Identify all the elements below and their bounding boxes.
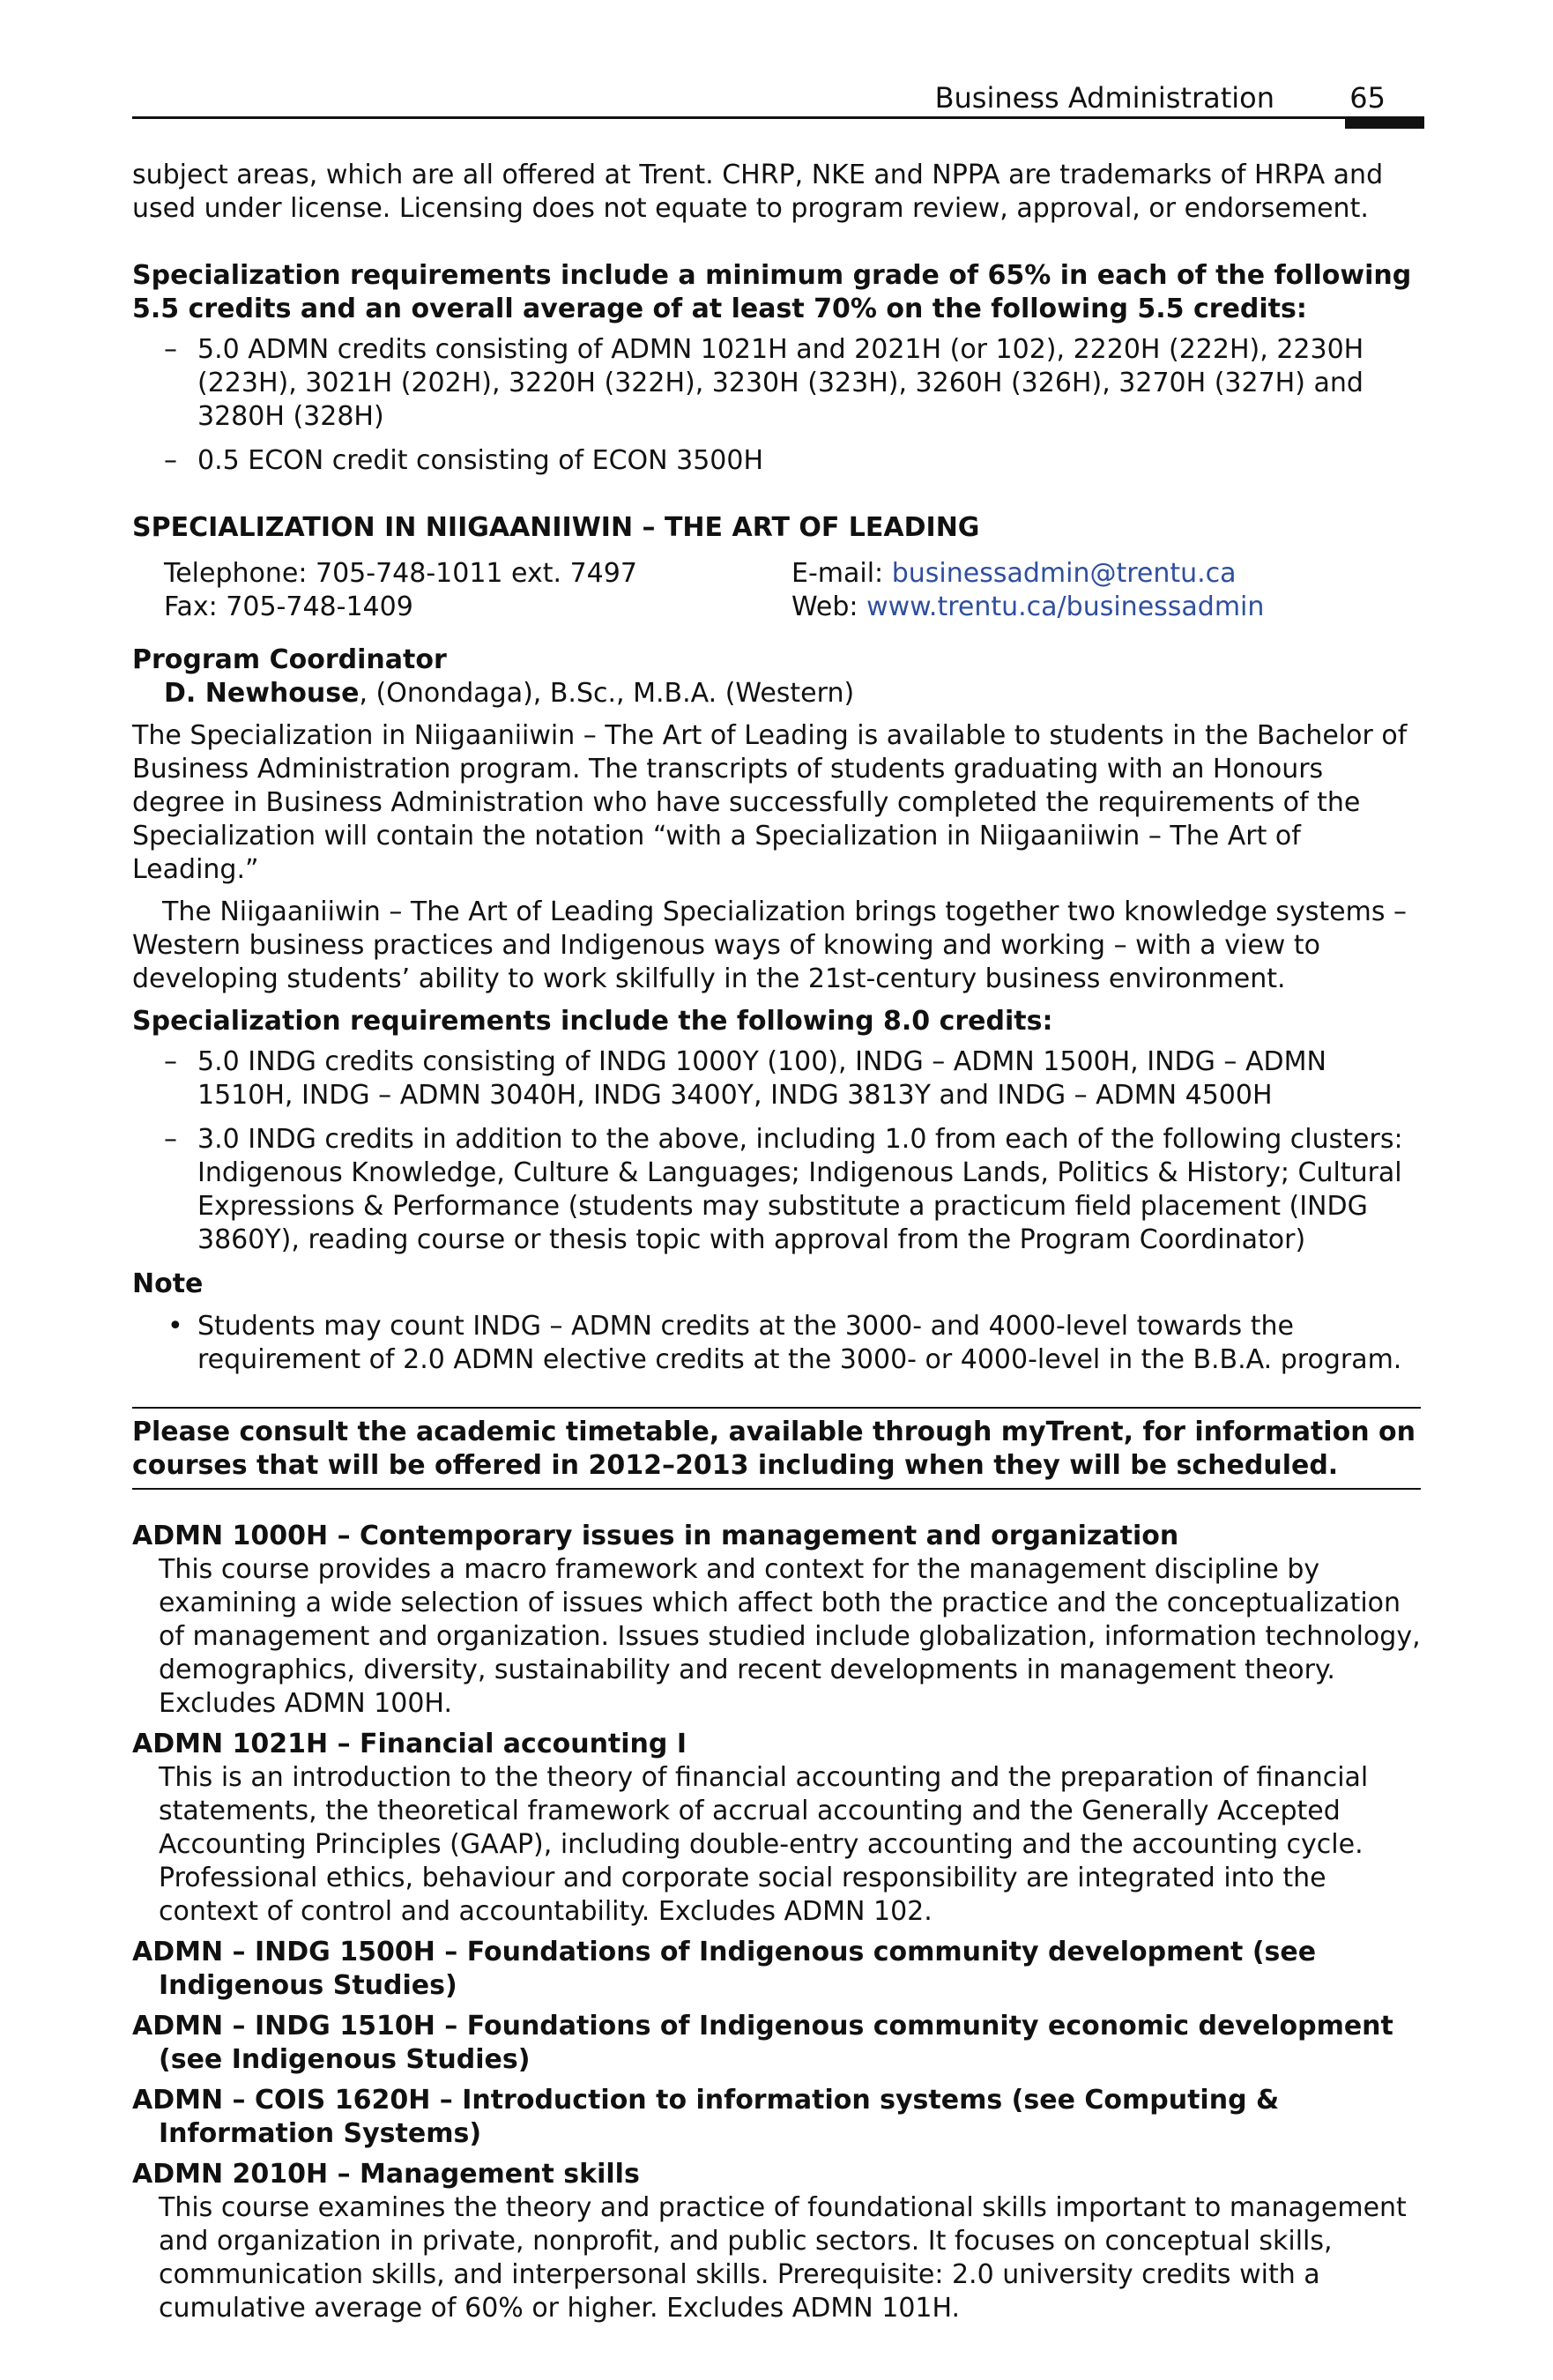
- email-row: [791, 557, 1419, 591]
- course-title: ADMN 1000H – Contemporary issues in management and organization: [132, 1521, 1179, 1551]
- course-title: ADMN – INDG 1500H – Foundations of Indigenous community development (see Indigenous Studies): [132, 1937, 1317, 2001]
- course-title: ADMN 1021H – Financial accounting I: [132, 1729, 687, 1759]
- spec2-req-heading: Specialization requirements include the following 8.0 credits:: [132, 1006, 1053, 1037]
- course-entry: [132, 1728, 1421, 1929]
- running-header: [132, 78, 1421, 119]
- web-link[interactable]: www.trentu.ca/businessadmin: [866, 591, 1265, 622]
- timetable-notice: Please consult the academic timetable, available through myTrent, for information on courses that will be offered in 2012–2013 including when they will be scheduled.: [132, 1407, 1421, 1490]
- section-title: Business Administration: [934, 81, 1274, 115]
- course-title: ADMN 2010H – Management skills: [132, 2159, 640, 2190]
- email-label: E-mail:: [791, 558, 892, 589]
- web-row: [791, 591, 1419, 624]
- course-description: This course examines the theory and practice of foundational skills important to management and organization in private, nonprofit, and public sectors. It focuses on conceptual skills, communication skills, and interpersonal skills. Prerequisite: 2.0 university credits with a cumulative average of 60% or higher. Excludes ADMN 101H.: [159, 2192, 1407, 2324]
- course-title: ADMN – COIS 1620H – Introduction to information systems (see Computing & Information Systems): [132, 2085, 1280, 2149]
- course-title: ADMN – INDG 1510H – Foundations of Indigenous community economic development (see Indigenous Studies): [132, 2011, 1393, 2075]
- course-list: [132, 1520, 1421, 2325]
- course-entry: [132, 2010, 1421, 2077]
- spec2-list: [132, 1045, 1421, 1257]
- spec2-heading: SPECIALIZATION IN NIIGAANIIWIN – THE ART OF LEADING: [132, 512, 980, 543]
- contact-phone-fax: [164, 557, 791, 624]
- page-content: [132, 159, 1421, 2325]
- spec1-list: [132, 333, 1421, 478]
- course-description: This course provides a macro framework and context for the management discipline by examining a wide selection of issues which affect both the practice and the conceptualization of management and organization. Issues studied include globalization, information technology, demographics, diversity, sustainability and recent developments in management theory. Excludes ADMN 100H.: [159, 1554, 1421, 1719]
- list-item: – 0.5 ECON credit consisting of ECON 3500H: [132, 444, 1421, 478]
- course-entry: [132, 2084, 1421, 2151]
- telephone: Telephone: 705-748-1011 ext. 7497: [164, 558, 637, 589]
- contact-online: [791, 557, 1419, 624]
- fax: Fax: 705-748-1409: [164, 591, 413, 622]
- note-list: [132, 1310, 1421, 1377]
- list-item: • Students may count INDG – ADMN credits at the 3000- and 4000-level towards the requirement of 2.0 ADMN elective credits at the 3000- or 4000-level in the B.B.A. program.: [132, 1310, 1421, 1377]
- intro-paragraph: subject areas, which are all offered at Trent. CHRP, NKE and NPPA are trademarks of HRPA and used under license. Licensing does not equate to program review, approval, or endorsement.: [132, 160, 1384, 224]
- course-entry: [132, 1936, 1421, 2003]
- list-item: – 5.0 INDG credits consisting of INDG 1000Y (100), INDG – ADMN 1500H, INDG – ADMN 1510H, INDG – ADMN 3040H, INDG 3400Y, INDG 3813Y and INDG – ADMN 4500H: [132, 1045, 1421, 1112]
- course-description: This is an introduction to the theory of financial accounting and the preparation of financial statements, the theoretical framework of accrual accounting and the Generally Accepted Accounting Principles (GAAP), including double-entry accounting and the accounting cycle. Professional ethics, behaviour and corporate social responsibility are integrated into the context of control and accountability. Excludes ADMN 102.: [159, 1762, 1369, 1927]
- spec1-heading: Specialization requirements include a minimum grade of 65% in each of the following 5.5 credits and an overall average of at least 70% on the following 5.5 credits:: [132, 260, 1412, 324]
- email-link[interactable]: businessadmin@trentu.ca: [891, 558, 1237, 589]
- header-bar: [1345, 116, 1424, 129]
- list-item: – 5.0 ADMN credits consisting of ADMN 1021H and 2021H (or 102), 2220H (222H), 2230H (223H), 3021H (202H), 3220H (322H), 3230H (323H), 3260H (326H), 3270H (327H) and 3280H (328H): [132, 333, 1421, 434]
- course-entry: [132, 2158, 1421, 2325]
- coordinator-line: [132, 677, 1421, 710]
- contact-block: [164, 557, 1421, 624]
- page-number: 65: [1349, 81, 1386, 115]
- coordinator-heading: Program Coordinator: [132, 644, 447, 675]
- spec2-paragraph-1: The Specialization in Niigaaniiwin – The Art of Leading is available to students in the Bachelor of Business Administration program. The transcripts of students graduating with an Honours degree in Business Administration who have successfully completed the requirements of the Specialization will contain the notation “with a Specialization in Niigaaniiwin – The Art of Leading.”: [132, 720, 1408, 885]
- coordinator-credentials: , (Onondaga), B.Sc., M.B.A. (Western): [359, 678, 855, 709]
- coordinator-name: D. Newhouse: [164, 678, 360, 709]
- list-item: – 3.0 INDG credits in addition to the above, including 1.0 from each of the following clusters: Indigenous Knowledge, Culture & Languages; Indigenous Lands, Politics & History; Cultural Expressions & Performance (students may substitute a practicum field placement (INDG 3860Y), reading course or thesis topic with approval from the Program Coordinator): [132, 1123, 1421, 1257]
- spec2-paragraph-2: The Niigaaniiwin – The Art of Leading Specialization brings together two knowledge systems – Western business practices and Indigenous ways of knowing and working – with a view to developing students’ ability to work skilfully in the 21st-century business environment.: [132, 896, 1408, 994]
- course-entry: [132, 1520, 1421, 1721]
- note-heading: Note: [132, 1268, 204, 1299]
- web-label: Web:: [791, 591, 867, 622]
